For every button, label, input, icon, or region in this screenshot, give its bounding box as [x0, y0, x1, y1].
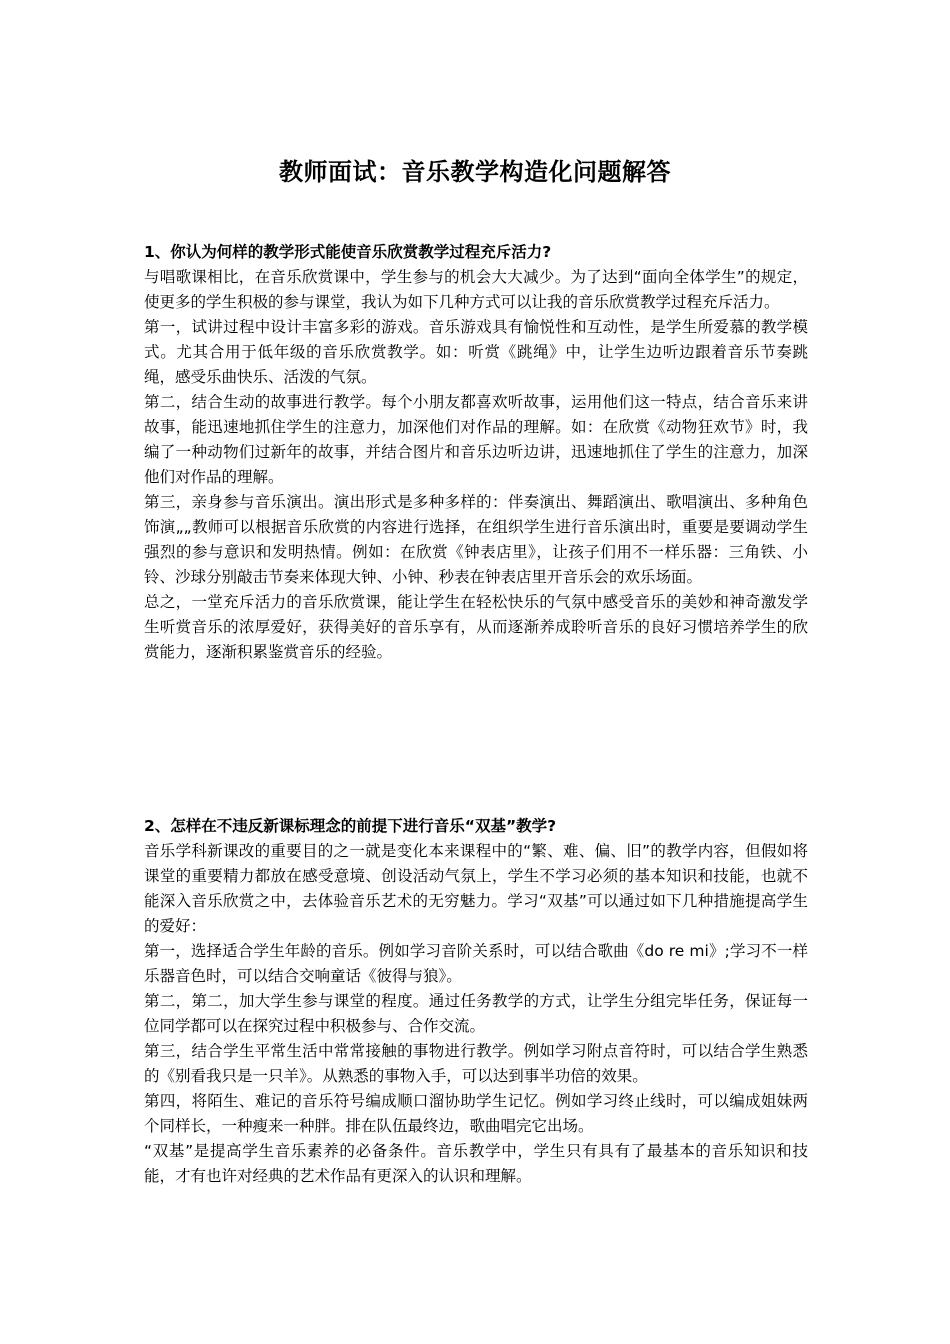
paragraph-intro: 与唱歌课相比，在音乐欣赏课中，学生参与的机会大大减少。为了达到“面向全体学生”的规定，使更多的学生积极的参与课堂，我认为如下几种方式可以让我的音乐欣赏教学过程充斥活力。	[144, 268, 808, 311]
paragraph-point-2: 第二，结合生动的故事进行教学。每个小朋友都喜欢听故事，运用他们这一特点，结合音乐来讲故事，能迅速地抓住学生的注意力，加深他们对作品的理解。如：在欣赏《动物狂欢节》时，我编了一种动物们过新年的故事，并结合图片和音乐边听边讲，迅速地抓住了学生的注意力，加深他们对作品的理解。	[144, 393, 808, 486]
section-question-2	[144, 814, 808, 1189]
section-heading: 1、你认为何样的教学形式能使音乐欣赏教学过程充斥活力?	[144, 243, 552, 261]
section-heading: 2、怎样在不违反新课标理念的前提下进行音乐“双基”教学?	[144, 817, 557, 835]
paragraph-intro: 音乐学科新课改的重要目的之一就是变化本来课程中的“繁、难、偏、旧”的教学内容，但假如将课堂的重要精力都放在感受意境、创设活动气氛上，学生不学习必须的基本知识和技能，也就不能深入音乐欣赏之中，去体验音乐艺术的无穷魅力。学习“双基”可以通过如下几种措施提高学生的爱好：	[144, 842, 808, 935]
paragraph-point-3: 第三，结合学生平常生活中常常接触的事物进行教学。例如学习附点音符时，可以结合学生熟悉的《别看我只是一只羊》。从熟悉的事物入手，可以达到事半功倍的效果。	[144, 1042, 808, 1085]
paragraph-point-3: 第三，亲身参与音乐演出。演出形式是多种多样的：伴奏演出、舞蹈演出、歌唱演出、多种角色饰演„„教师可以根据音乐欣赏的内容进行选择，在组织学生进行音乐演出时，重要是要调动学生强烈的参与意识和发明热情。例如：在欣赏《钟表店里》，让孩子们用不一样乐器：三角铁、小铃、沙球分别敲击节奏来体现大钟、小钟、秒表在钟表店里开音乐会的欢乐场面。	[144, 493, 808, 586]
paragraph-conclusion: 总之，一堂充斥活力的音乐欣赏课，能让学生在轻松快乐的气氛中感受音乐的美妙和神奇激发学生听赏音乐的浓厚爱好，获得美好的音乐享有，从而逐渐养成聆听音乐的良好习惯培养学生的欣赏能力，逐渐积累鉴赏音乐的经验。	[144, 593, 808, 661]
paragraph-point-4: 第四，将陌生、难记的音乐符号编成顺口溜协助学生记忆。例如学习终止线时，可以编成姐妹两个同样长，一种瘦来一种胖。排在队伍最终边，歌曲唱完它出场。	[144, 1092, 808, 1135]
paragraph-point-2: 第二，第二，加大学生参与课堂的程度。通过任务教学的方式，让学生分组完毕任务，保证每一位同学都可以在探究过程中积极参与、合作交流。	[144, 992, 808, 1035]
paragraph-point-1: 第一，选择适合学生年龄的音乐。例如学习音阶关系时，可以结合歌曲《do re mi》;学习不一样乐器音色时，可以结合交响童话《彼得与狼》。	[144, 942, 808, 985]
page-title: 教师面试：音乐教学构造化问题解答	[279, 158, 671, 186]
paragraph-point-1: 第一，试讲过程中设计丰富多彩的游戏。音乐游戏具有愉悦性和互动性，是学生所爱慕的教学模式。尤其合用于低年级的音乐欣赏教学。如：听赏《跳绳》中，让学生边听边跟着音乐节奏跳绳，感受乐曲快乐、活泼的气氛。	[144, 318, 808, 386]
paragraph-conclusion: “双基”是提高学生音乐素养的必备条件。音乐教学中，学生只有具有了最基本的音乐知识和技能，才有也许对经典的艺术作品有更深入的认识和理解。	[144, 1142, 808, 1185]
section-question-1	[144, 240, 808, 665]
